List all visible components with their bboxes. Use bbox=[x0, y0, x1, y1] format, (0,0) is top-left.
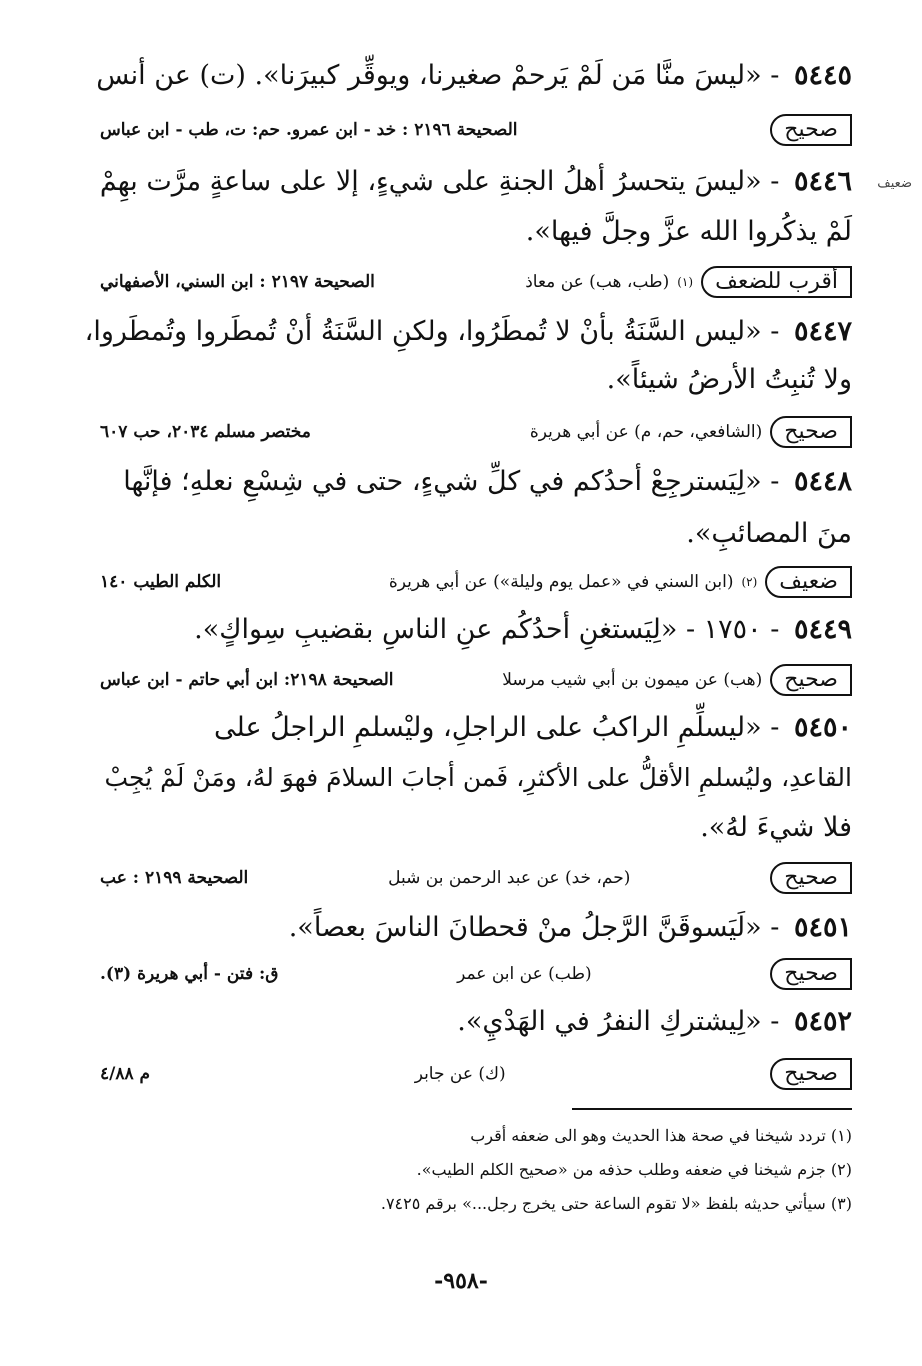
hadith-text: «لِيشتركِ النفرُ في الهَدْيِ». bbox=[457, 1006, 762, 1037]
hadith-5449-line-1: ٥٤٤٩ - ١٧٥٠ - «لِيَستغنِ أحدُكُم عنِ الناسِ بقضيبِ سِواكٍ». bbox=[194, 614, 852, 645]
hadith-number: ٥٤٥٠ bbox=[793, 712, 852, 743]
grade-badge: صحيح bbox=[770, 114, 852, 146]
hadith-5449-meta bbox=[100, 664, 852, 696]
hadith-text: منَ المصائبِ». bbox=[686, 518, 852, 549]
sources: (طب) عن ابن عمر bbox=[457, 964, 592, 984]
reference: الصحيحة ٢١٩٧ : ابن السني، الأصفهاني bbox=[100, 272, 375, 292]
footnote-ref: (٢) bbox=[741, 575, 758, 589]
hadith-text: فلا شيءَ لهُ». bbox=[700, 812, 852, 843]
hadith-5446-line-2 bbox=[100, 214, 852, 250]
hadith-5447-line-1: ٥٤٤٧ - «ليس السَّنَةُ بأنْ لا تُمطَرُوا، ولكنِ السَّنَةُ أنْ تُمطَروا وتُمطَروا، bbox=[84, 316, 852, 347]
reference: الصحيحة ٢١٩٩ : عب bbox=[100, 868, 249, 888]
hadith-5450-line-2 bbox=[100, 760, 852, 796]
hadith-number: ٥٤٤٥ bbox=[793, 60, 852, 91]
hadith-5451-line-1: ٥٤٥١ - «لَيَسوقَنَّ الرَّجلُ منْ قحطانَ الناسَ بعصاً». bbox=[288, 912, 852, 943]
hadith-5450-line-1: ٥٤٥٠ - «ليسلِّمِ الراكبُ على الراجلِ، وليْسلمِ الراجلُ على bbox=[214, 712, 852, 743]
grade-badge: ضعيف bbox=[765, 566, 852, 598]
footnote-1: (١) تردد شيخنا في صحة هذا الحديث وهو الى ضعفه أقرب bbox=[470, 1126, 852, 1145]
sources: (هب) عن ميمون بن أبي شيب مرسلا bbox=[502, 670, 763, 690]
hadith-5450-meta bbox=[100, 862, 852, 894]
grade-badge: صحيح bbox=[770, 958, 852, 990]
hadith-text: لَمْ يذكُروا الله عزَّ وجلَّ فيها». bbox=[525, 216, 852, 247]
hadith-text: «ليس السَّنَةُ بأنْ لا تُمطَرُوا، ولكنِ السَّنَةُ أنْ تُمطَروا وتُمطَروا، bbox=[84, 316, 762, 347]
sources: (ك) عن جابر bbox=[414, 1064, 506, 1084]
footnote-2: (٢) جزم شيخنا في ضعفه وطلب حذفه من «صحيح الكلم الطيب». bbox=[416, 1160, 852, 1179]
hadith-5445-line-1: ٥٤٤٥ - «ليسَ منَّا مَن لَمْ يَرحمْ صغيرنا، ويوقِّر كبيرَنا». (ت) عن أنس bbox=[96, 60, 852, 91]
hadith-5445-meta bbox=[100, 114, 852, 146]
hadith-5448-line-1: ٥٤٤٨ - «لِيَسترجِعْ أحدُكم في كلِّ شيءٍ، حتى في شِسْعِ نعلهِ؛ فإنَّها bbox=[123, 466, 852, 497]
footnote-3: (٣) سيأتي حديثه بلفظ «لا تقوم الساعة حتى يخرج رجل...» برقم ٧٤٢٥. bbox=[380, 1194, 852, 1213]
hadith-text: «ليسَ منَّا مَن لَمْ يَرحمْ صغيرنا، ويوقِّر كبيرَنا». (ت) عن أنس bbox=[96, 60, 762, 91]
hadith-5452-line-1: ٥٤٥٢ - «لِيشتركِ النفرُ في الهَدْيِ». bbox=[457, 1006, 852, 1037]
hadith-text: «ليسَ يتحسرُ أهلُ الجنةِ على شيءٍ، إلا على ساعةٍ مرَّت بهِمْ bbox=[99, 166, 762, 197]
hadith-5447-line-2 bbox=[100, 362, 852, 398]
sources: (طب، هب) عن معاذ bbox=[525, 272, 670, 292]
hadith-text: القاعدِ، وليُسلمِ الأقلُّ على الأكثرِ، فَمن أجابَ السلامَ فهوَ لهُ، ومَنْ لَمْ يُجِبْ bbox=[104, 763, 852, 792]
hadith-number: ٥٤٤٨ bbox=[793, 466, 852, 497]
footnote-ref: (١) bbox=[677, 275, 694, 289]
hadith-text: «لَيَسوقَنَّ الرَّجلُ منْ قحطانَ الناسَ بعصاً». bbox=[288, 912, 762, 943]
grade-badge: صحيح bbox=[770, 862, 852, 894]
reference: م ٤/٨٨ bbox=[100, 1064, 151, 1084]
hadith-5446-line-1: ٥٤٤٦ - «ليسَ يتحسرُ أهلُ الجنةِ على شيءٍ، إلا على ساعةٍ مرَّت بهِمْ bbox=[99, 166, 852, 197]
hadith-5451-meta bbox=[100, 958, 852, 990]
reference: ق: فتن - أبي هريرة (٣). bbox=[100, 964, 279, 984]
sources: (ابن السني في «عمل يوم وليلة») عن أبي هريرة bbox=[388, 572, 734, 592]
margin-note: ضعيف bbox=[877, 176, 912, 191]
grade-badge: صحيح bbox=[770, 664, 852, 696]
page-number: -٩٥٨- bbox=[434, 1268, 488, 1294]
hadith-5450-line-3 bbox=[100, 810, 852, 846]
sources: (حم، خد) عن عبد الرحمن بن شبل bbox=[388, 868, 631, 888]
hadith-5446-meta bbox=[100, 266, 852, 298]
grade-badge: أقرب للضعف bbox=[701, 266, 852, 298]
hadith-text: ولا تُنبِتُ الأرضُ شيئاً». bbox=[606, 364, 852, 395]
hadith-text: «ليسلِّمِ الراكبُ على الراجلِ، وليْسلمِ الراجلُ على bbox=[214, 712, 762, 743]
sources: (الشافعي، حم، م) عن أبي هريرة bbox=[529, 422, 763, 442]
hadith-number: ٥٤٥١ bbox=[793, 912, 852, 943]
hadith-number: ٥٤٤٩ bbox=[793, 614, 852, 645]
hadith-5452-meta bbox=[100, 1058, 852, 1090]
grade-badge: صحيح bbox=[770, 1058, 852, 1090]
hadith-text: «لِيَسترجِعْ أحدُكم في كلِّ شيءٍ، حتى في شِسْعِ نعلهِ؛ فإنَّها bbox=[123, 466, 762, 497]
grade-badge: صحيح bbox=[770, 416, 852, 448]
hadith-5448-meta bbox=[100, 566, 852, 598]
hadith-number: ٥٤٤٧ bbox=[793, 316, 852, 347]
reference: الصحيحة ٢١٩٦ : خد - ابن عمرو. حم: ت، طب - ابن عباس bbox=[100, 120, 518, 140]
hadith-5447-meta bbox=[100, 416, 852, 448]
reference: الصحيحة ٢١٩٨: ابن أبي حاتم - ابن عباس bbox=[100, 670, 394, 690]
reference: الكلم الطيب ١٤٠ bbox=[100, 572, 222, 592]
reference: مختصر مسلم ٢٠٣٤، حب ٦٠٧ bbox=[100, 422, 311, 442]
hadith-number: ٥٤٥٢ bbox=[793, 1006, 852, 1037]
hadith-5448-line-2 bbox=[100, 516, 852, 552]
footnote-divider bbox=[572, 1108, 852, 1110]
hadith-number: ٥٤٤٦ bbox=[793, 166, 852, 197]
hadith-text: ١٧٥٠ - «لِيَستغنِ أحدُكُم عنِ الناسِ بقضيبِ سِواكٍ». bbox=[194, 614, 762, 645]
